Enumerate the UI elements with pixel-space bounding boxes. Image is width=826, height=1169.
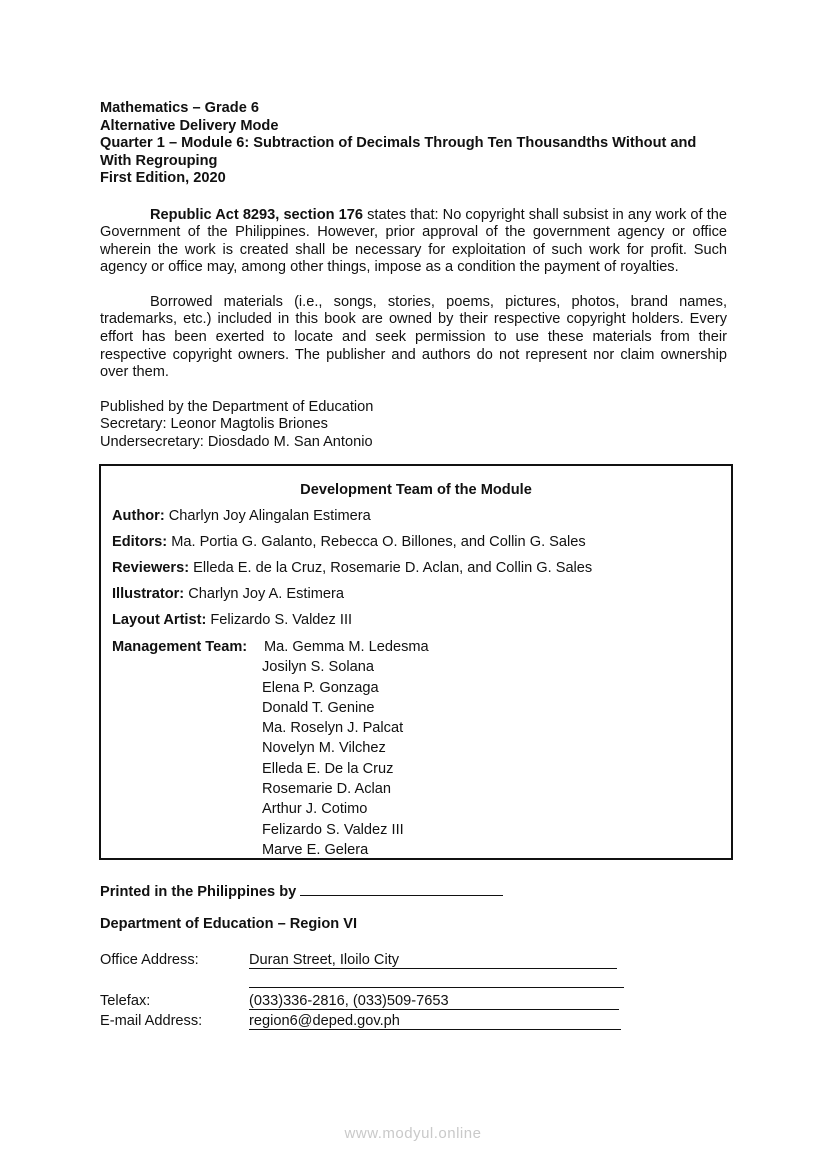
watermark: www.modyul.online [344, 1125, 482, 1142]
secretary: Secretary: Leonor Magtolis Briones [100, 416, 328, 433]
management-label: Management Team: [112, 639, 248, 655]
email-label: E-mail Address: [100, 1013, 203, 1029]
team-title: Development Team of the Module [300, 482, 532, 498]
subject-grade: Mathematics – Grade 6 [100, 100, 259, 116]
management-member: Elleda E. De la Cruz [262, 760, 394, 777]
management-list [262, 637, 429, 860]
printed-label: Printed in the Philippines by [100, 884, 297, 900]
reviewers-label: Reviewers: [112, 560, 190, 576]
undersecretary: Undersecretary: Diosdado M. San Antonio [100, 433, 373, 450]
management-member: Marve E. Gelera [262, 841, 369, 858]
illustrator-value: Charlyn Joy A. Estimera [184, 586, 344, 602]
illustrator-label: Illustrator: [112, 586, 185, 602]
reviewers-value: Elleda E. de la Cruz, Rosemarie D. Aclan, and Collin G. Sales [189, 560, 593, 576]
module-title-line1: Quarter 1 – Module 6: Subtraction of Decimals Through Ten Thousandths Without and [100, 135, 697, 151]
document-page [100, 100, 727, 451]
delivery-mode: Alternative Delivery Mode [100, 117, 279, 134]
editors-value: Ma. Portia G. Galanto, Rebecca O. Billones, and Collin G. Sales [167, 534, 586, 550]
management-member: Elena P. Gonzaga [262, 679, 379, 696]
edition: First Edition, 2020 [100, 170, 226, 186]
copyright-paragraph [100, 207, 727, 277]
copyright-law-ref: Republic Act 8293, section 176 [150, 206, 363, 223]
copyright-text: states that: No copyright shall subsist in any work of the Government of the Philippines. However, prior approval of the government agency or office wherein the work is created shall be necessary for exploitation of such work for profit. Such agency or office may, among other things, impose as a condition the payment of royalties. [100, 206, 727, 276]
module-title-line2: With Regrouping [100, 152, 218, 169]
author-value: Charlyn Joy Alingalan Estimera [164, 508, 371, 524]
team-reviewers [112, 559, 731, 577]
telefax-value: (033)336-2816, (033)509-7653 [249, 993, 619, 1010]
management-member: Ma. Roselyn J. Palcat [262, 720, 404, 737]
team-illustrator [112, 585, 731, 603]
team-layout-artist [112, 611, 731, 629]
telefax-label: Telefax: [100, 993, 151, 1009]
management-member: Novelyn M. Vilchez [262, 740, 386, 757]
management-member: Rosemarie D. Aclan [262, 781, 391, 798]
team-management [112, 637, 731, 860]
development-team-box [99, 464, 733, 860]
printer-blank [300, 881, 503, 896]
team-author [112, 507, 731, 525]
module-title-block [100, 100, 727, 188]
office-address-value: Duran Street, Iloilo City [249, 952, 617, 969]
publisher-block [100, 399, 727, 452]
office-address-blank [249, 970, 624, 988]
email-value: region6@deped.gov.ph [249, 1013, 621, 1030]
team-editors [112, 533, 731, 551]
management-member: Donald T. Genine [262, 699, 375, 716]
author-label: Author: [112, 508, 165, 524]
region-title: Department of Education – Region VI [100, 916, 358, 932]
office-address-label: Office Address: [100, 952, 199, 968]
layout-artist-value: Felizardo S. Valdez III [206, 612, 353, 628]
editors-label: Editors: [112, 534, 168, 550]
management-member: Felizardo S. Valdez III [262, 821, 404, 838]
management-member: Arthur J. Cotimo [262, 801, 368, 818]
management-member: Josilyn S. Solana [262, 659, 374, 676]
borrowed-materials-paragraph: Borrowed materials (i.e., songs, stories, poems, pictures, photos, brand names, trademarks, etc.) included in this book are owned by their respective copyright holders. Every effort has been exerted to locate and seek permission to use these materials from their respective copyright owners. The publisher and authors do not represent nor claim ownership over them. [100, 293, 727, 381]
layout-artist-label: Layout Artist: [112, 612, 207, 628]
printed-in-line [100, 881, 503, 900]
published-by: Published by the Department of Education [100, 398, 374, 415]
management-member: Ma. Gemma M. Ledesma [264, 639, 429, 655]
